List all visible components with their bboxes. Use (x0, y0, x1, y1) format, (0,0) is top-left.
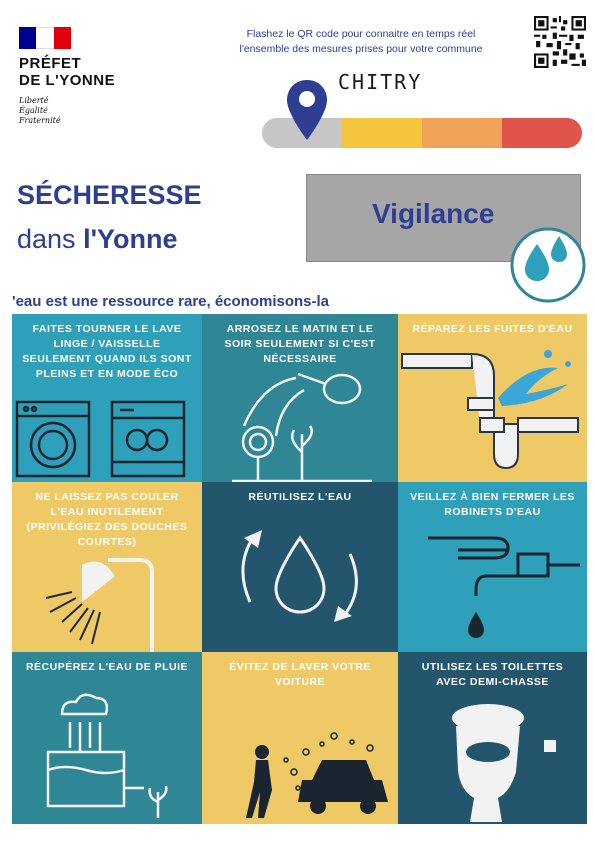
qr-instructions: Flashez le QR code pour connaitre en temps réel l'ensemble des mesures prises pour votre commune (239, 28, 483, 55)
republic-flag-logo (19, 27, 71, 49)
tile-leak (398, 314, 587, 482)
subtitle-prefix: dans (17, 224, 84, 254)
tile-watering (202, 314, 398, 482)
rain-collector-icon (12, 652, 202, 824)
page-subtitle (17, 224, 177, 255)
gauge-segment-crise (502, 118, 582, 148)
tile-car-label: ÉVITEZ DE LAVER VOTRE VOITURE (229, 661, 371, 688)
tile-washing-label: FAITES TOURNER LE LAVE LINGE / VAISSELLE SEULEMENT QUAND ILS SONT PLEINS ET EN MODE ÉCO (22, 323, 192, 380)
tile-toilet-label: UTILISEZ LES TOILETTES AVEC DEMI-CHASSE (421, 661, 564, 688)
republic-motto (19, 96, 61, 126)
tile-rain-label: RÉCUPÉREZ L'EAU DE PLUIE (25, 661, 189, 673)
subtitle-department: l'Yonne (83, 224, 178, 254)
qr-code-icon[interactable] (534, 16, 586, 68)
motto-fraternite: Fraternité (19, 116, 61, 125)
water-cycle-icon (202, 482, 398, 652)
tile-car (202, 652, 398, 824)
slogan: 'eau est une ressource rare, économisons-la (12, 293, 330, 310)
tile-reuse (202, 482, 398, 652)
map-pin-icon (285, 78, 329, 142)
gauge-segment-alerte-renforcee (422, 118, 502, 148)
motto-liberte: Liberté (19, 96, 49, 105)
prefecture-name: PRÉFET DE L'YONNE (19, 55, 116, 89)
tile-shower-label: NE LAISSEZ PAS COULER L'EAU INUTILEMENT (PRIVILÉGIEZ DES DOUCHES COURTES) (26, 491, 188, 548)
eco-gestures-grid (12, 314, 587, 824)
gauge-segment-alerte (342, 118, 422, 148)
page-title: SÉCHERESSE (17, 180, 202, 210)
tile-faucet (398, 482, 587, 652)
tile-rain (12, 652, 202, 824)
tile-faucet-label: VEILLEZ À BIEN FERMER LES ROBINETS D'EAU (410, 491, 575, 518)
water-drops-icon (509, 226, 587, 304)
leaking-pipe-icon (398, 314, 587, 482)
tile-watering-label: ARROSEZ LE MATIN ET LE SOIR SEULEMENT SI C'EST NÉCESSAIRE (224, 323, 376, 365)
commune-name: CHITRY (338, 70, 423, 94)
tile-toilet (398, 652, 587, 824)
tile-shower (12, 482, 202, 652)
motto-egalite: Égalité (19, 106, 48, 115)
tile-leak-label: RÉPAREZ LES FUITES D'EAU (412, 323, 573, 335)
tile-reuse-label: RÉUTILISEZ L'EAU (248, 491, 352, 503)
tile-washing (12, 314, 202, 482)
alert-level-label: Vigilance (372, 198, 495, 229)
